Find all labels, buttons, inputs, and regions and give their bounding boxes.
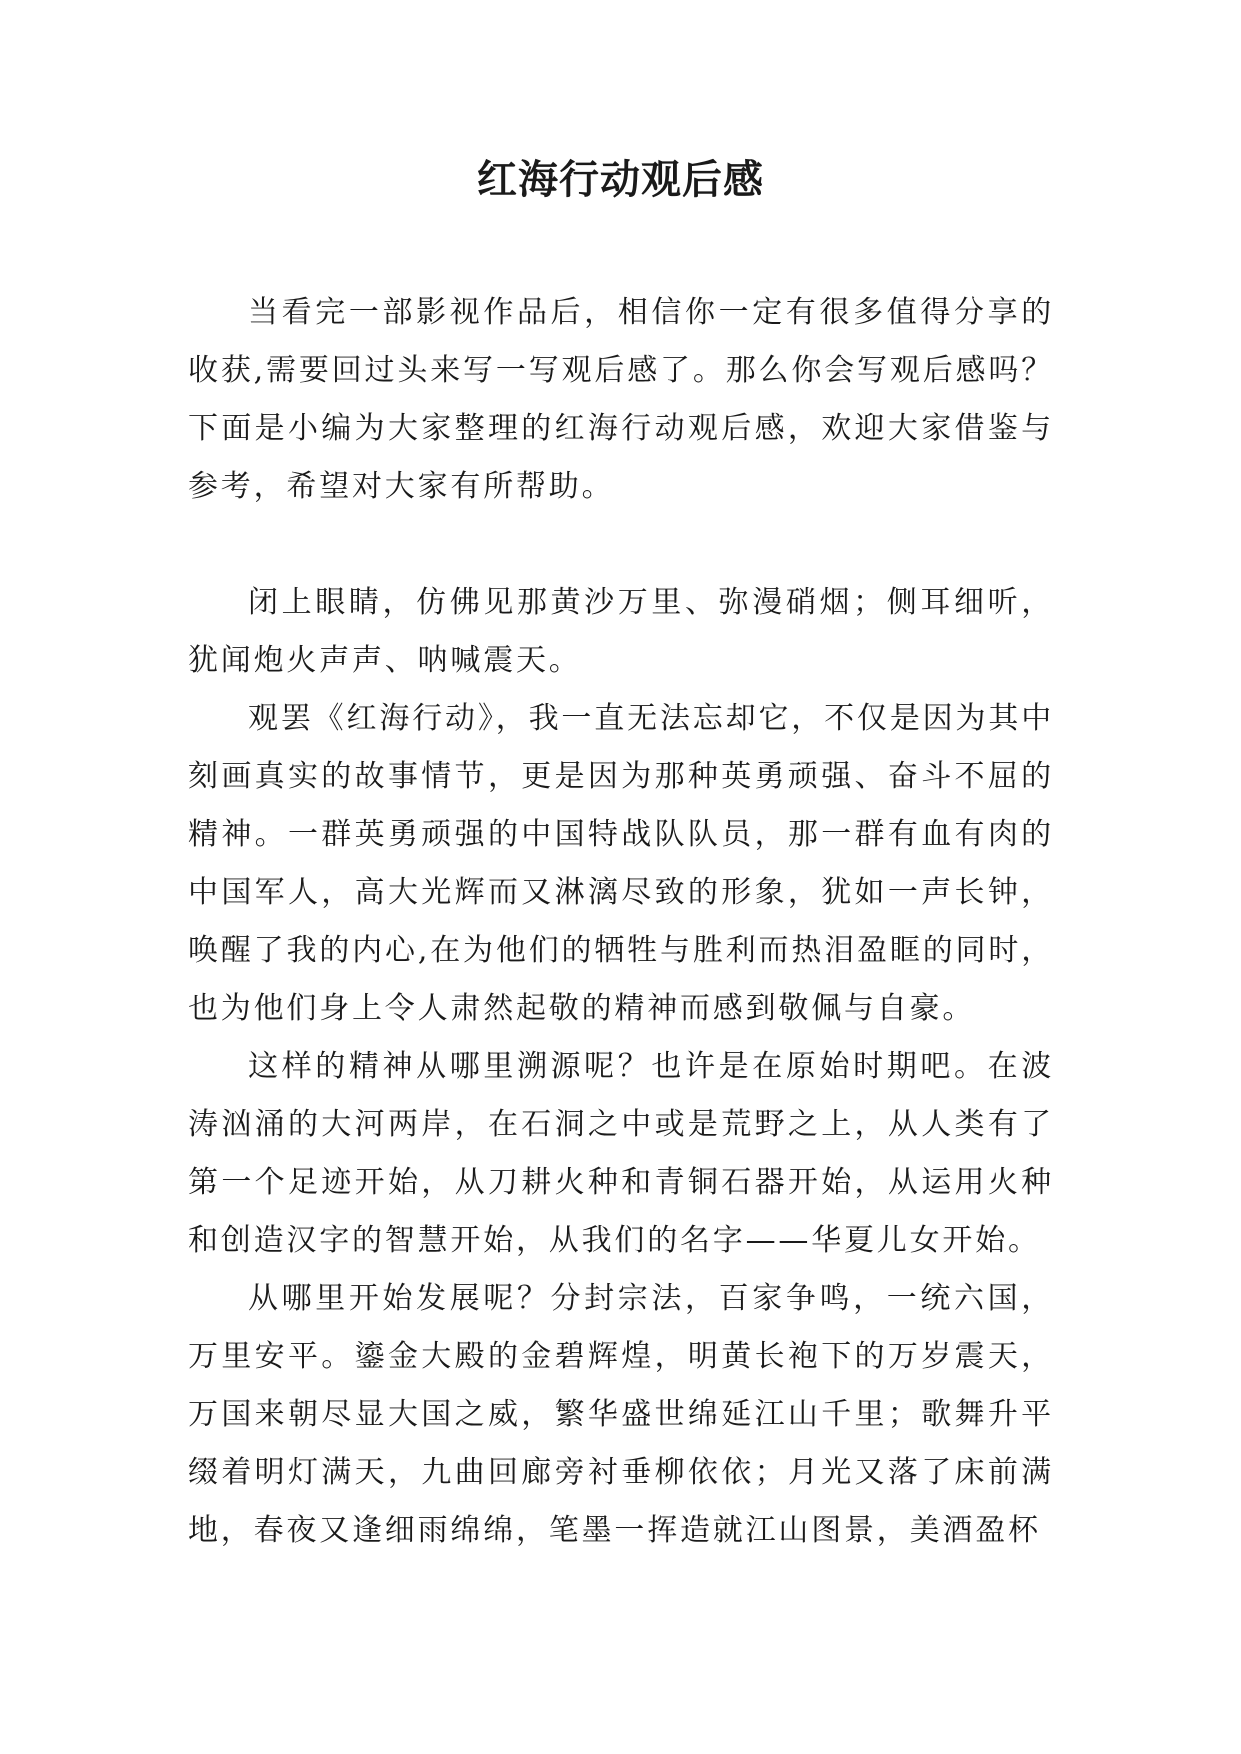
paragraph-3: 这样的精神从哪里溯源呢？也许是在原始时期吧。在波涛汹涌的大河两岸，在石洞之中或是荒野之上，从人类有了第一个足迹开始，从刀耕火种和青铜石器开始，从运用火种和创造汉字的智慧开始，从我们的名字——华夏儿女开始。 xyxy=(188,1049,1054,1258)
document-title: 红海行动观后感 xyxy=(477,156,764,203)
paragraph-intro: 当看完一部影视作品后，相信你一定有很多值得分享的收获,需要回过头来写一写观后感了。那么你会写观后感吗？下面是小编为大家整理的红海行动观后感，欢迎大家借鉴与参考，希望对大家有所帮助。 xyxy=(188,295,1054,504)
paragraph-4: 从哪里开始发展呢？分封宗法，百家争鸣，一统六国，万里安平。鎏金大殿的金碧辉煌，明黄长袍下的万岁震天，万国来朝尽显大国之威，繁华盛世绵延江山千里；歌舞升平缀着明灯满天，九曲回廊旁衬垂柳依依；月光又落了床前满地，春夜又逢细雨绵绵，笔墨一挥造就江山图景，美酒盈杯 xyxy=(188,1281,1054,1548)
document-body xyxy=(188,284,1054,1560)
paragraph-2: 观罢《红海行动》，我一直无法忘却它，不仅是因为其中刻画真实的故事情节，更是因为那种英勇顽强、奋斗不屈的精神。一群英勇顽强的中国特战队队员，那一群有血有肉的中国军人，高大光辉而又淋漓尽致的形象，犹如一声长钟，唤醒了我的内心,在为他们的牺牲与胜利而热泪盈眶的同时，也为他们身上令人肃然起敬的精神而感到敬佩与自豪。 xyxy=(188,701,1054,1026)
paragraph-1: 闭上眼睛，仿佛见那黄沙万里、弥漫硝烟；侧耳细听，犹闻炮火声声、呐喊震天。 xyxy=(188,585,1054,678)
